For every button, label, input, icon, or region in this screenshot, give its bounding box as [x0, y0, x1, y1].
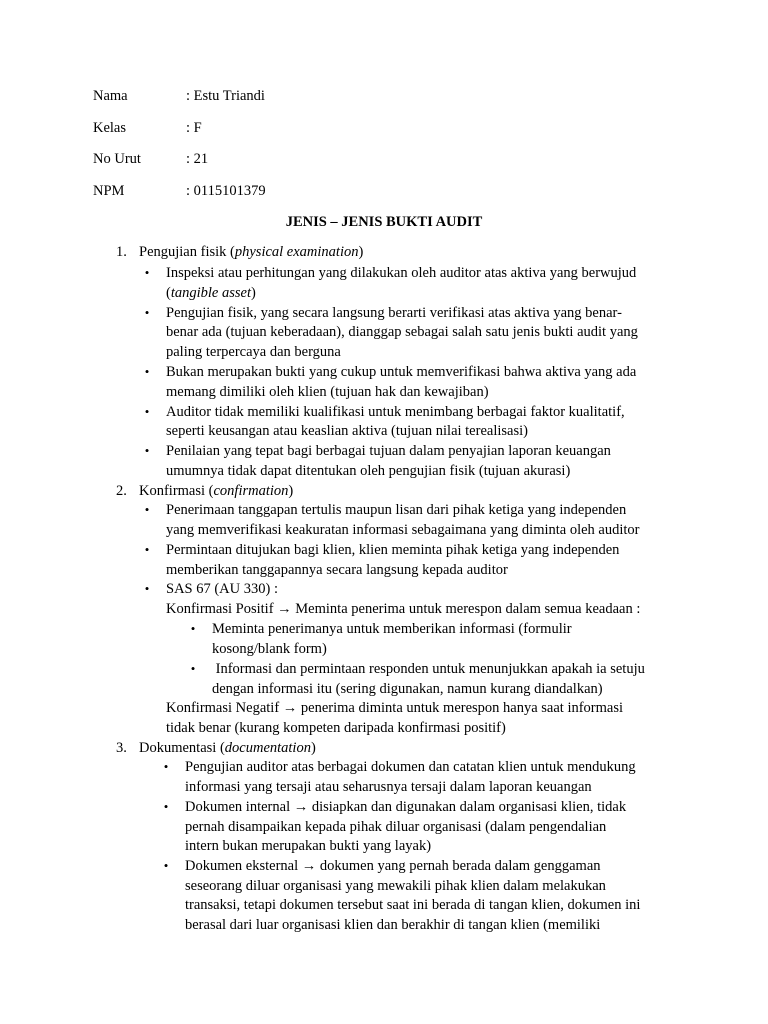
section-heading: Konfirmasi (confirmation) [139, 483, 294, 499]
list-item-text: Pengujian auditor atas berbagai dokumen dan catatan klien untuk mendukung [185, 759, 636, 775]
section-number: 1. [116, 244, 127, 260]
list-item-text: Auditor tidak memiliki kualifikasi untuk menimbang berbagai faktor kualitatif, [166, 404, 625, 420]
document-title: JENIS – JENIS BUKTI AUDIT [285, 214, 483, 230]
section-number: 2. [116, 483, 127, 499]
sub-list-item-text: Meminta penerimanya untuk memberikan informasi (formulir [212, 621, 572, 637]
bullet-icon: • [144, 364, 150, 379]
bullet-icon: • [144, 581, 150, 596]
list-item-text: Penilaian yang tepat bagi berbagai tujuan dalam penyajian laporan keuangan [166, 443, 611, 459]
name-label: Nama [93, 88, 128, 104]
section-heading: Pengujian fisik (physical examination) [139, 244, 364, 260]
list-item-text: umumnya tidak dapat ditentukan oleh pengujian fisik (tujuan akurasi) [166, 463, 571, 479]
name-value: : Estu Triandi [186, 88, 265, 104]
class-value: : F [186, 120, 202, 136]
bullet-icon: • [144, 542, 150, 557]
list-item-text: SAS 67 (AU 330) : [166, 581, 278, 597]
order-number-value: : 21 [186, 151, 209, 167]
list-item-text: Inspeksi atau perhitungan yang dilakukan oleh auditor atas aktiva yang berwujud [166, 265, 637, 281]
bullet-icon: • [144, 443, 150, 458]
list-item-text: berasal dari luar organisasi klien dan berakhir di tangan klien (memiliki [185, 917, 601, 933]
section-number: 3. [116, 740, 127, 756]
list-item-text: paling terpercaya dan berguna [166, 344, 341, 360]
negative-confirmation-text: tidak benar (kurang kompeten daripada konfirmasi positif) [166, 720, 506, 736]
bullet-icon: • [144, 502, 150, 517]
section-heading: Dokumentasi (documentation) [139, 740, 316, 756]
positive-confirmation-text: Konfirmasi Positif → Meminta penerima untuk merespon dalam semua keadaan : [166, 601, 641, 617]
list-item-text: seperti keusangan atau keaslian aktiva (tujuan nilai terealisasi) [166, 423, 528, 439]
npm-value: : 0115101379 [186, 183, 266, 199]
list-item-text: Bukan merupakan bukti yang cukup untuk memverifikasi bahwa aktiva yang ada [166, 364, 637, 380]
class-label: Kelas [93, 120, 127, 136]
list-item-text: pernah disampaikan kepada pihak diluar organisasi (dalam pengendalian [185, 819, 607, 835]
list-item-text: memberikan tanggapannya secara langsung kepada auditor [166, 562, 508, 578]
list-item-text: benar ada (tujuan keberadaan), dianggap sebagai salah satu jenis bukti audit yang [166, 324, 638, 340]
bullet-icon: • [163, 759, 169, 774]
list-item-text: transaksi, tetapi dokumen tersebut saat ini berada di tangan klien, dokumen ini [185, 897, 641, 913]
list-item-text: intern bukan merupakan bukti yang layak) [185, 838, 432, 854]
list-item-text: Dokumen eksternal → dokumen yang pernah berada dalam genggaman [185, 858, 601, 874]
order-number-label: No Urut [93, 151, 141, 167]
bullet-icon: • [190, 621, 196, 636]
list-item-text: Permintaan ditujukan bagi klien, klien meminta pihak ketiga yang independen [166, 542, 620, 558]
list-item-text: memang dimiliki oleh klien (tujuan hak dan kewajiban) [166, 384, 489, 400]
bullet-icon: • [190, 661, 196, 676]
list-item-text: informasi yang tersaji atau seharusnya tersaji dalam laporan keuangan [185, 779, 592, 795]
bullet-icon: • [163, 858, 169, 873]
list-item-text: seseorang diluar organisasi yang mewakili pihak klien dalam melakukan [185, 878, 606, 894]
sub-list-item-text: Informasi dan permintaan responden untuk menunjukkan apakah ia setuju [212, 661, 645, 677]
bullet-icon: • [163, 799, 169, 814]
list-item-text: (tangible asset) [166, 285, 256, 301]
list-item-text: Pengujian fisik, yang secara langsung berarti verifikasi atas aktiva yang benar- [166, 305, 622, 321]
list-item-text: Dokumen internal → disiapkan dan digunakan dalam organisasi klien, tidak [185, 799, 627, 815]
npm-label: NPM [93, 183, 125, 199]
sub-list-item-text: kosong/blank form) [212, 641, 327, 657]
bullet-icon: • [144, 404, 150, 419]
list-item-text: Penerimaan tanggapan tertulis maupun lisan dari pihak ketiga yang independen [166, 502, 627, 518]
negative-confirmation-text: Konfirmasi Negatif → penerima diminta untuk merespon hanya saat informasi [166, 700, 624, 716]
bullet-icon: • [144, 265, 150, 280]
list-item-text: yang memverifikasi keakuratan informasi sebagaimana yang diminta oleh auditor [166, 522, 640, 538]
sub-list-item-text: dengan informasi itu (sering digunakan, namun kurang diandalkan) [212, 681, 603, 697]
bullet-icon: • [144, 305, 150, 320]
